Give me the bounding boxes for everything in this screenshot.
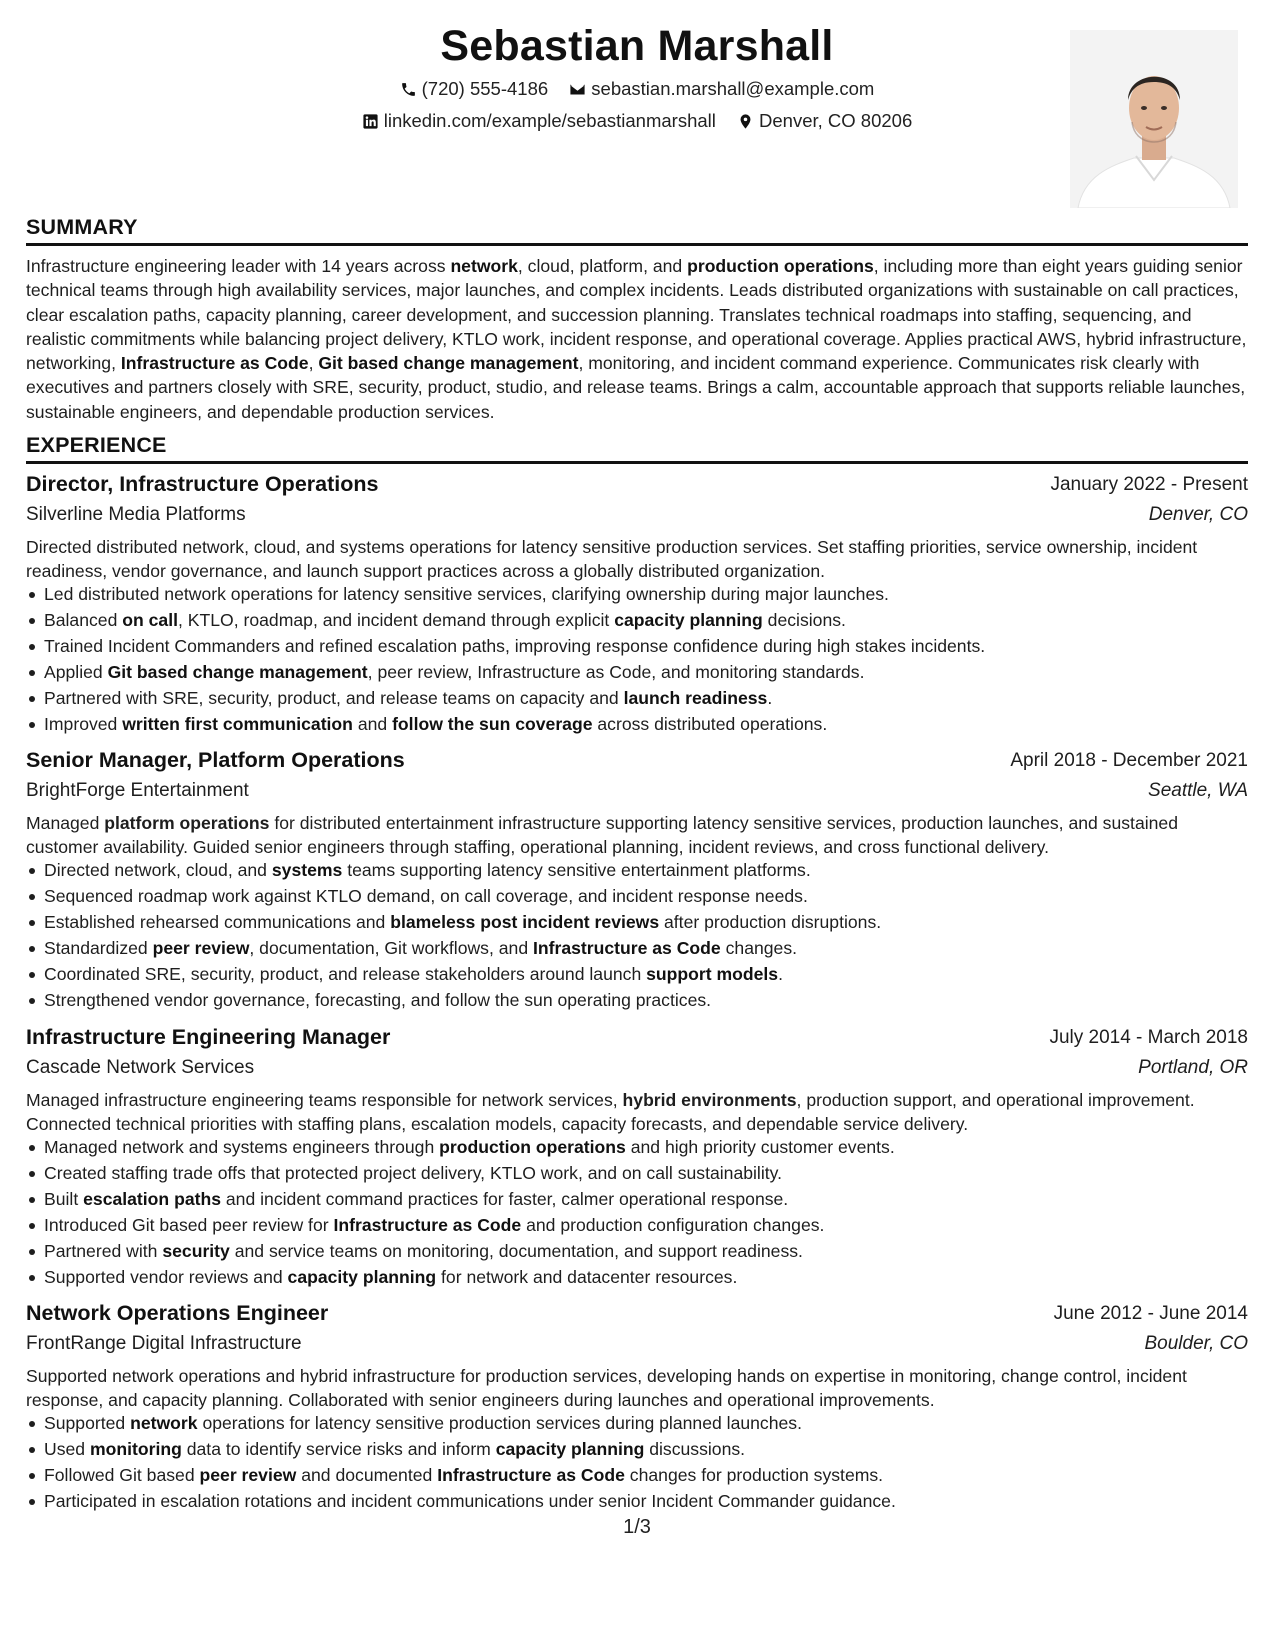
bullet-item: Trained Incident Commanders and refined escalation paths, improving response confidence during high stakes incidents. xyxy=(26,633,1248,659)
resume-header xyxy=(26,22,1248,222)
job-bullets xyxy=(26,1410,1248,1514)
bullet-item: Created staffing trade offs that protected project delivery, KTLO work, and on call sustainability. xyxy=(26,1160,1248,1186)
contact-row-1 xyxy=(26,78,1248,103)
bullet-item: Improved written first communication and follow the sun coverage across distributed operations. xyxy=(26,711,1248,737)
summary-heading: SUMMARY xyxy=(26,215,1248,246)
job-description: Managed infrastructure engineering teams responsible for network services, hybrid environments, production support, and operational improvement. Connected technical priorities with staffing plans, escalation models, capacity forecasts, and dependable service delivery. xyxy=(26,1090,1195,1134)
job-title: Infrastructure Engineering Manager xyxy=(26,1025,391,1049)
bullet-item: Built escalation paths and incident command practices for faster, calmer operational response. xyxy=(26,1186,1248,1212)
bullet-item: Supported network operations for latency sensitive production services during planned launches. xyxy=(26,1410,1248,1436)
contact-email[interactable] xyxy=(569,78,874,100)
avatar xyxy=(1070,30,1238,208)
linkedin-icon xyxy=(362,113,379,130)
profile-photo xyxy=(1070,30,1238,208)
job-company: BrightForge Entertainment xyxy=(26,780,249,801)
job-description: Managed platform operations for distributed entertainment infrastructure supporting latency sensitive services, production launches, and sustained customer availability. Guided senior engineers through staffing, operational planning, incident reviews, and cross functional delivery. xyxy=(26,813,1178,857)
envelope-icon xyxy=(569,81,586,98)
experience-heading: EXPERIENCE xyxy=(26,433,1248,464)
phone-icon xyxy=(400,81,417,98)
bullet-item: Balanced on call, KTLO, roadmap, and incident demand through explicit capacity planning decisions. xyxy=(26,607,1248,633)
job-company: Silverline Media Platforms xyxy=(26,504,246,525)
bullet-item: Partnered with security and service teams on monitoring, documentation, and support readiness. xyxy=(26,1238,1248,1264)
job-title: Network Operations Engineer xyxy=(26,1301,329,1325)
job-description: Supported network operations and hybrid infrastructure for production services, developing hands on expertise in monitoring, change control, incident response, and capacity planning. Collaborated with senior engineers during launches and operational improvements. xyxy=(26,1366,1187,1410)
job-location: Boulder, CO xyxy=(1144,1333,1248,1354)
bullet-item: Partnered with SRE, security, product, and release teams on capacity and launch readiness. xyxy=(26,685,1248,711)
bullet-item: Directed network, cloud, and systems teams supporting latency sensitive entertainment platforms. xyxy=(26,857,1248,883)
job-location: Seattle, WA xyxy=(1148,780,1248,801)
location-text: Denver, CO 80206 xyxy=(759,110,913,131)
candidate-name: Sebastian Marshall xyxy=(440,22,834,70)
summary-text: Infrastructure engineering leader with 14 years across network, cloud, platform, and production operations, including more than eight years guiding senior technical teams through high availability services, major launches, and complex incidents. Leads distributed organizations with sustainable on call practices, clear escalation paths, capacity planning, career development, and succession planning. Translates technical roadmaps into staffing, sequencing, and realistic commitments while balancing project delivery, KTLO work, incident response, and operational coverage. Applies practical AWS, hybrid infrastructure, networking, Infrastructure as Code, Git based change management, monitoring, and incident command experience. Communicates risk clearly with executives and partners closely with SRE, security, product, studio, and release teams. Brings a calm, accountable approach that supports reliable launches, sustainable engineers, and dependable production services. xyxy=(26,256,1247,422)
job-description: Directed distributed network, cloud, and systems operations for latency sensitive production services. Set staffing priorities, service ownership, incident readiness, vendor governance, and launch support practices across a globally distributed organization. xyxy=(26,537,1198,581)
job-bullets xyxy=(26,857,1248,1013)
phone-number: (720) 555-4186 xyxy=(421,78,549,99)
job-bullets xyxy=(26,581,1248,737)
bullet-item: Sequenced roadmap work against KTLO demand, on call coverage, and incident response needs. xyxy=(26,883,1248,909)
job-company: Cascade Network Services xyxy=(26,1057,255,1078)
page-number: 1/3 xyxy=(623,1516,651,1538)
job-dates: July 2014 - March 2018 xyxy=(1049,1027,1248,1048)
contact-row-2 xyxy=(26,110,1248,135)
email-address[interactable]: sebastian.marshall@example.com xyxy=(591,78,875,99)
bullet-item: Applied Git based change management, peer review, Infrastructure as Code, and monitoring standards. xyxy=(26,659,1248,685)
job-title: Director, Infrastructure Operations xyxy=(26,472,379,496)
bullet-item: Coordinated SRE, security, product, and release stakeholders around launch support models. xyxy=(26,961,1248,987)
bullet-item: Managed network and systems engineers through production operations and high priority customer events. xyxy=(26,1134,1248,1160)
job-company: FrontRange Digital Infrastructure xyxy=(26,1333,302,1354)
bullet-item: Supported vendor reviews and capacity planning for network and datacenter resources. xyxy=(26,1264,1248,1290)
bullet-item: Followed Git based peer review and documented Infrastructure as Code changes for production systems. xyxy=(26,1462,1248,1488)
job-location: Portland, OR xyxy=(1138,1057,1248,1078)
bullet-item: Participated in escalation rotations and incident communications under senior Incident Commander guidance. xyxy=(26,1488,1248,1514)
job-bullets xyxy=(26,1134,1248,1290)
contact-linkedin[interactable] xyxy=(362,110,716,132)
bullet-item: Led distributed network operations for latency sensitive services, clarifying ownership during major launches. xyxy=(26,581,1248,607)
job-dates: April 2018 - December 2021 xyxy=(1010,750,1248,771)
contact-location xyxy=(737,110,912,132)
bullet-item: Used monitoring data to identify service risks and inform capacity planning discussions. xyxy=(26,1436,1248,1462)
job-dates: January 2022 - Present xyxy=(1050,474,1248,495)
bullet-item: Established rehearsed communications and blameless post incident reviews after production disruptions. xyxy=(26,909,1248,935)
bullet-item: Standardized peer review, documentation, Git workflows, and Infrastructure as Code changes. xyxy=(26,935,1248,961)
resume-page xyxy=(26,0,1248,1650)
bullet-item: Introduced Git based peer review for Infrastructure as Code and production configuration changes. xyxy=(26,1212,1248,1238)
job-dates: June 2012 - June 2014 xyxy=(1053,1303,1248,1324)
linkedin-url[interactable]: linkedin.com/example/sebastianmarshall xyxy=(383,110,716,131)
bullet-item: Strengthened vendor governance, forecasting, and follow the sun operating practices. xyxy=(26,987,1248,1013)
map-pin-icon xyxy=(737,113,754,130)
job-location: Denver, CO xyxy=(1148,504,1248,525)
contact-phone xyxy=(400,78,549,100)
job-title: Senior Manager, Platform Operations xyxy=(26,748,405,772)
